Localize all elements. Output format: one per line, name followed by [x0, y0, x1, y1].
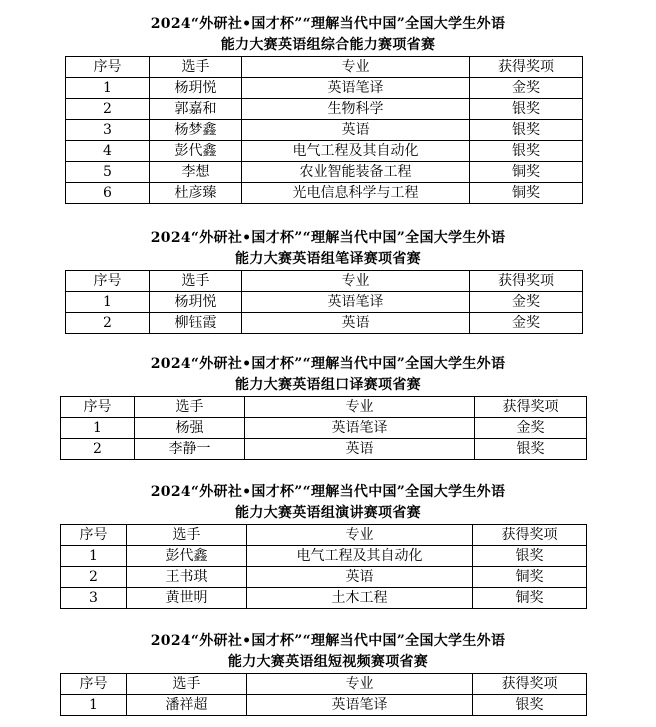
table-row	[61, 695, 587, 716]
header-major: 专业	[242, 271, 470, 292]
cell-contestant: 彭代鑫	[127, 546, 247, 567]
cell-index: 2	[66, 99, 150, 120]
cell-major: 生物科学	[242, 99, 470, 120]
table-header-row	[66, 57, 583, 78]
cell-index: 2	[61, 439, 135, 460]
section-title-line2: 能力大赛英语组笔译赛项省赛	[235, 251, 421, 267]
header-index: 序号	[66, 271, 150, 292]
table-row	[66, 78, 583, 99]
header-award: 获得奖项	[470, 57, 583, 78]
table-header-row	[61, 674, 587, 695]
header-contestant: 选手	[127, 525, 247, 546]
cell-contestant: 彭代鑫	[150, 141, 242, 162]
cell-award: 银奖	[473, 695, 587, 716]
awards-table	[65, 56, 583, 204]
header-major: 专业	[245, 397, 475, 418]
awards-table	[60, 673, 587, 716]
header-major: 专业	[247, 525, 473, 546]
header-index: 序号	[66, 57, 150, 78]
cell-award: 铜奖	[470, 183, 583, 204]
cell-contestant: 王书琪	[127, 567, 247, 588]
section-title-line2: 能力大赛英语组口译赛项省赛	[235, 377, 421, 393]
cell-index: 2	[66, 313, 150, 334]
header-index: 序号	[61, 525, 127, 546]
cell-award: 金奖	[470, 78, 583, 99]
awards-table	[65, 270, 583, 334]
cell-contestant: 黄世明	[127, 588, 247, 609]
header-contestant: 选手	[150, 57, 242, 78]
cell-major: 英语	[242, 120, 470, 141]
cell-contestant: 杨梦鑫	[150, 120, 242, 141]
cell-major: 英语	[247, 567, 473, 588]
awards-table	[60, 524, 587, 609]
awards-table	[60, 396, 587, 460]
cell-major: 英语	[242, 313, 470, 334]
table-row	[61, 546, 587, 567]
cell-award: 金奖	[470, 313, 583, 334]
cell-award: 铜奖	[470, 162, 583, 183]
table-row	[61, 588, 587, 609]
cell-award: 银奖	[470, 99, 583, 120]
cell-contestant: 李静一	[135, 439, 245, 460]
cell-award: 银奖	[475, 439, 587, 460]
cell-major: 电气工程及其自动化	[242, 141, 470, 162]
cell-index: 4	[66, 141, 150, 162]
table-header-row	[66, 271, 583, 292]
table-row	[61, 418, 587, 439]
header-index: 序号	[61, 397, 135, 418]
section-title-line2: 能力大赛英语组短视频赛项省赛	[227, 654, 429, 670]
header-major: 专业	[242, 57, 470, 78]
cell-major: 光电信息科学与工程	[242, 183, 470, 204]
cell-index: 1	[66, 292, 150, 313]
table-row	[66, 99, 583, 120]
cell-major: 英语笔译	[245, 418, 475, 439]
header-index: 序号	[61, 674, 127, 695]
section-title-line2: 能力大赛英语组综合能力赛项省赛	[220, 37, 436, 53]
table-row	[66, 183, 583, 204]
cell-contestant: 杨玥悦	[150, 78, 242, 99]
cell-index: 1	[61, 418, 135, 439]
section-interpretation	[0, 354, 656, 457]
header-contestant: 选手	[135, 397, 245, 418]
cell-award: 银奖	[470, 141, 583, 162]
table-header-row	[61, 525, 587, 546]
cell-award: 银奖	[470, 120, 583, 141]
cell-major: 土木工程	[247, 588, 473, 609]
table-header-row	[61, 397, 587, 418]
table-row	[61, 439, 587, 460]
section-short-video	[0, 631, 656, 713]
cell-index: 3	[61, 588, 127, 609]
cell-index: 3	[66, 120, 150, 141]
header-major: 专业	[247, 674, 473, 695]
section-title-line1: 2024“外研社•国才杯”“理解当代中国”全国大学生外语	[150, 484, 506, 500]
table-row	[66, 162, 583, 183]
cell-award: 铜奖	[473, 567, 587, 588]
cell-index: 2	[61, 567, 127, 588]
cell-award: 金奖	[475, 418, 587, 439]
table-row	[66, 141, 583, 162]
section-comprehensive	[0, 14, 656, 201]
cell-award: 铜奖	[473, 588, 587, 609]
cell-index: 1	[66, 78, 150, 99]
section-title-line1: 2024“外研社•国才杯”“理解当代中国”全国大学生外语	[150, 16, 506, 32]
header-contestant: 选手	[150, 271, 242, 292]
cell-contestant: 李想	[150, 162, 242, 183]
cell-award: 银奖	[473, 546, 587, 567]
section-title-line1: 2024“外研社•国才杯”“理解当代中国”全国大学生外语	[150, 633, 506, 649]
section-speech	[0, 482, 656, 606]
cell-index: 5	[66, 162, 150, 183]
cell-major: 农业智能装备工程	[242, 162, 470, 183]
header-award: 获得奖项	[473, 674, 587, 695]
cell-contestant: 杨玥悦	[150, 292, 242, 313]
cell-major: 英语笔译	[242, 292, 470, 313]
cell-major: 英语笔译	[247, 695, 473, 716]
table-row	[66, 313, 583, 334]
cell-contestant: 杨强	[135, 418, 245, 439]
cell-index: 6	[66, 183, 150, 204]
header-contestant: 选手	[127, 674, 247, 695]
header-award: 获得奖项	[470, 271, 583, 292]
section-title-line1: 2024“外研社•国才杯”“理解当代中国”全国大学生外语	[150, 230, 506, 246]
table-row	[66, 292, 583, 313]
cell-contestant: 杜彦臻	[150, 183, 242, 204]
cell-contestant: 潘祥超	[127, 695, 247, 716]
table-row	[61, 567, 587, 588]
cell-major: 英语笔译	[242, 78, 470, 99]
cell-index: 1	[61, 695, 127, 716]
cell-index: 1	[61, 546, 127, 567]
cell-contestant: 柳钰霞	[150, 313, 242, 334]
section-title-line2: 能力大赛英语组演讲赛项省赛	[235, 505, 421, 521]
table-row	[66, 120, 583, 141]
cell-major: 电气工程及其自动化	[247, 546, 473, 567]
section-title-line1: 2024“外研社•国才杯”“理解当代中国”全国大学生外语	[150, 356, 506, 372]
cell-award: 金奖	[470, 292, 583, 313]
cell-contestant: 郭嘉和	[150, 99, 242, 120]
section-written-translation	[0, 228, 656, 331]
header-award: 获得奖项	[475, 397, 587, 418]
header-award: 获得奖项	[473, 525, 587, 546]
cell-major: 英语	[245, 439, 475, 460]
